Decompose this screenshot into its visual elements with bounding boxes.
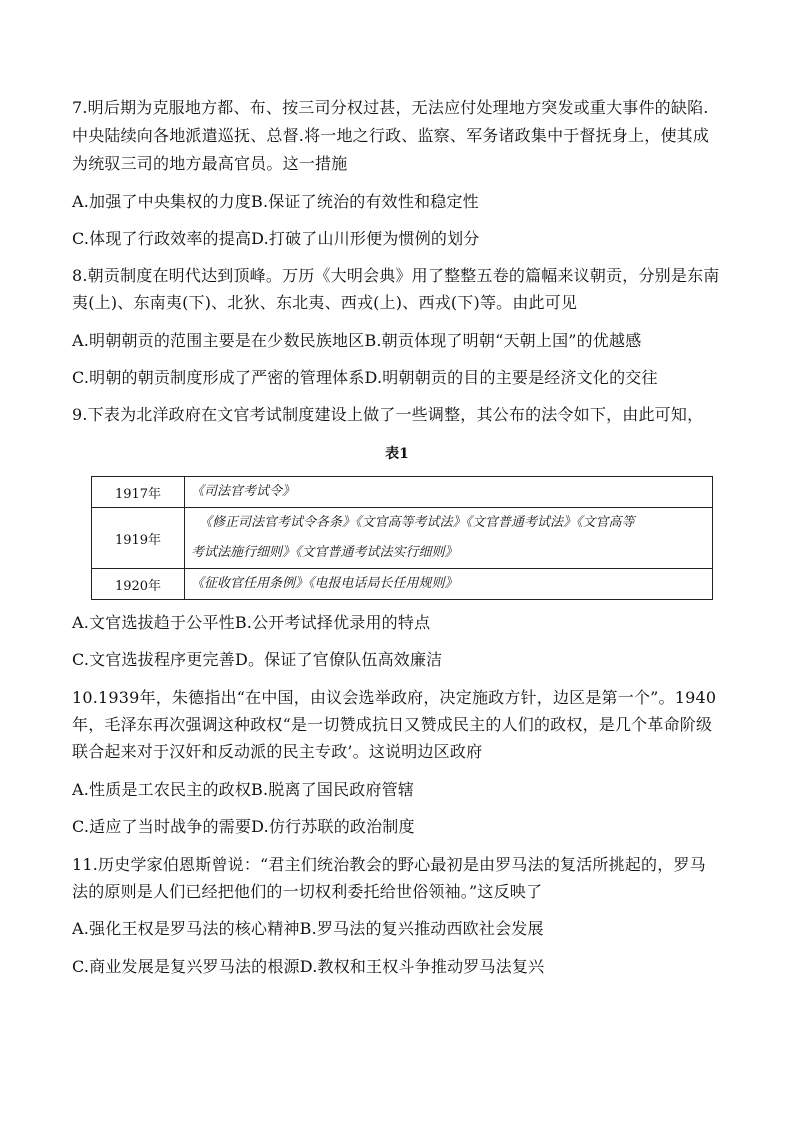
q9-options-cd: C.文官选拔程序更完善D。保证了官僚队伍高效廉洁 [72,650,443,669]
q8-stem-line-2: 夷(上)、东南夷(下)、北狄、东北夷、西戎(上)、西戎(下)等。由此可见 [72,293,578,312]
table-row [92,477,713,508]
law-table [91,476,713,600]
q10-options-ab: A.性质是工农民主的政权B.脱离了国民政府管辖 [72,780,415,799]
q9-options-ab: A.文官选拔趋于公平性B.公开考试择优录用的特点 [72,613,431,632]
q7-stem-line-1: 7.明后期为克服地方都、布、按三司分权过甚，无法应付处理地方突发或重大事件的缺陷. [72,98,709,117]
table-cell-laws [185,508,713,569]
q11-stem-line-2: 法的原则是人们已经把他们的一切权利委托给世俗领袖。”这反映了 [72,882,543,901]
q10-stem-line-1: 10.1939年，朱德指出“在中国，由议会选举政府，决定施政方针，边区是第一个”。1940 [72,688,717,707]
table-caption: 表1 [385,446,409,462]
q7-options-cd: C.体现了行政效率的提高D.打破了山川形便为惯例的划分 [72,229,480,248]
q7-options-ab: A.加强了中央集权的力度B.保证了统治的有效性和稳定性 [72,192,479,211]
table-cell-year: 1920年 [92,569,185,600]
table-cell-year: 1917年 [92,477,185,508]
law-text: 《修正司法官考试令各条》《文官高等考试法》《文官普通考试法》《文官高等 [199,515,635,530]
q7-stem-line-2: 中央陆续向各地派遣巡抚、总督.将一地之行政、监察、军务诸政集中于督抚身上，使其成 [72,126,710,145]
q8-options-cd: C.明朝的朝贡制度形成了严密的管理体系D.明朝朝贡的目的主要是经济文化的交往 [72,368,658,387]
q9-stem-line-1: 9.下表为北洋政府在文官考试制度建设上做了一些调整，其公布的法令如下，由此可知， [72,405,704,424]
q11-options-cd: C.商业发展是复兴罗马法的根源D.教权和王权斗争推动罗马法复兴 [72,957,545,976]
table-row [92,569,713,600]
table-cell-laws [185,477,713,508]
law-text: 考试法施行细则》《文官普通考试法实行细则》 [191,545,458,560]
q10-stem-line-2: 年，毛泽东再次强调这种政权“是一切赞成抗日又赞成民主的人们的政权，是几个革命阶级 [72,715,713,734]
law-text: 《司法官考试令》 [191,484,296,499]
table-row [92,508,713,569]
q8-options-ab: A.明朝朝贡的范围主要是在少数民族地区B.朝贡体现了明朝“天朝上国”的优越感 [72,331,642,350]
table-cell-year: 1919年 [92,508,185,569]
q11-stem-line-1: 11.历史学家伯恩斯曾说：“君主们统治教会的野心最初是由罗马法的复活所挑起的，罗马 [72,855,706,874]
table-cell-laws [185,569,713,600]
q8-stem-line-1: 8.朝贡制度在明代达到顶峰。万历《大明会典》用了整整五卷的篇幅来议朝贡，分别是东南 [72,266,720,285]
q10-options-cd: C.适应了当时战争的需要D.仿行苏联的政治制度 [72,817,415,836]
q7-stem-line-3: 为统驭三司的地方最高官员。这一措施 [72,154,348,173]
q11-options-ab: A.强化王权是罗马法的核心精神B.罗马法的复兴推动西欧社会发展 [72,919,544,938]
q10-stem-line-3: 联合起来对于汉奸和反动派的民主专政’。这说明边区政府 [72,742,483,761]
law-text: 《征收官任用条例》《电报电话局长任用规则》 [191,576,458,591]
